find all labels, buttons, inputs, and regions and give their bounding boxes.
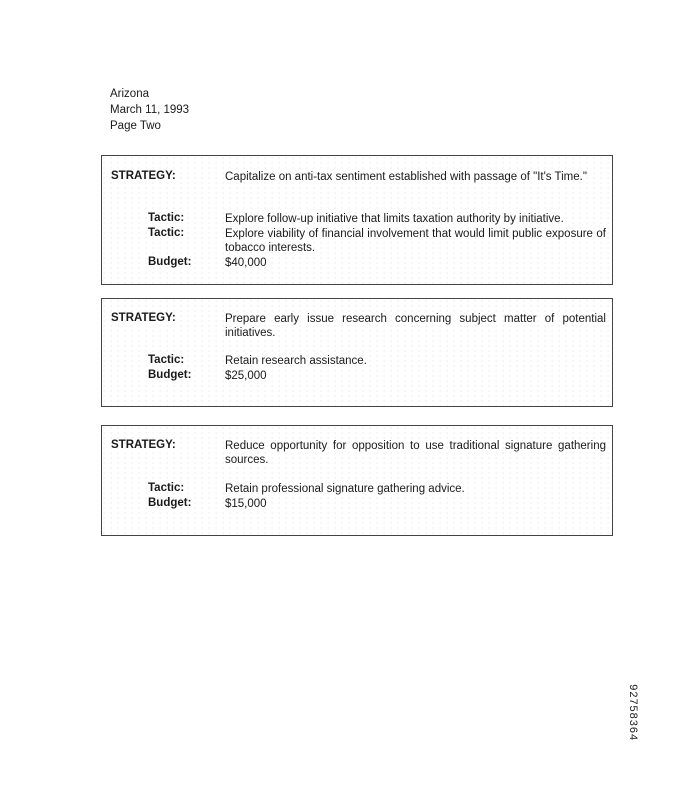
strategy-text: Reduce opportunity for opposition to use traditional signature gathering sources. bbox=[225, 440, 606, 466]
budget-label: Budget: bbox=[148, 256, 192, 268]
budget-label: Budget: bbox=[148, 369, 192, 381]
tactic-text: Explore viability of financial involvement that would limit public exposure of tobacco interests. bbox=[225, 228, 606, 254]
header-date: March 11, 1993 bbox=[110, 104, 190, 116]
budget-value: $40,000 bbox=[225, 257, 267, 269]
tactic-text: Explore follow-up initiative that limits taxation authority by initiative. bbox=[225, 213, 564, 225]
strategy-text: Prepare early issue research concerning subject matter of potential initiatives. bbox=[225, 313, 606, 339]
budget-value: $15,000 bbox=[225, 498, 267, 510]
tactic-label: Tactic: bbox=[148, 482, 185, 494]
strategy-label: STRATEGY: bbox=[111, 312, 176, 324]
strategy-box-2 bbox=[101, 298, 613, 407]
tactic-label: Tactic: bbox=[148, 227, 185, 239]
tactic-label: Tactic: bbox=[148, 354, 185, 366]
tactic-text: Retain professional signature gathering advice. bbox=[225, 483, 465, 495]
strategy-text: Capitalize on anti-tax sentiment established with passage of "It's Time." bbox=[225, 171, 587, 183]
budget-value: $25,000 bbox=[225, 370, 267, 382]
strategy-label: STRATEGY: bbox=[111, 170, 176, 182]
tactic-text: Retain research assistance. bbox=[225, 355, 367, 367]
budget-label: Budget: bbox=[148, 497, 192, 509]
strategy-box-1 bbox=[101, 155, 613, 285]
header-state: Arizona bbox=[110, 88, 149, 100]
page-header bbox=[110, 86, 189, 134]
strategy-label: STRATEGY: bbox=[111, 439, 176, 451]
strategy-box-3 bbox=[101, 425, 613, 536]
document-number: 92758364 bbox=[626, 684, 638, 741]
header-page: Page Two bbox=[110, 120, 161, 132]
tactic-label: Tactic: bbox=[148, 212, 185, 224]
